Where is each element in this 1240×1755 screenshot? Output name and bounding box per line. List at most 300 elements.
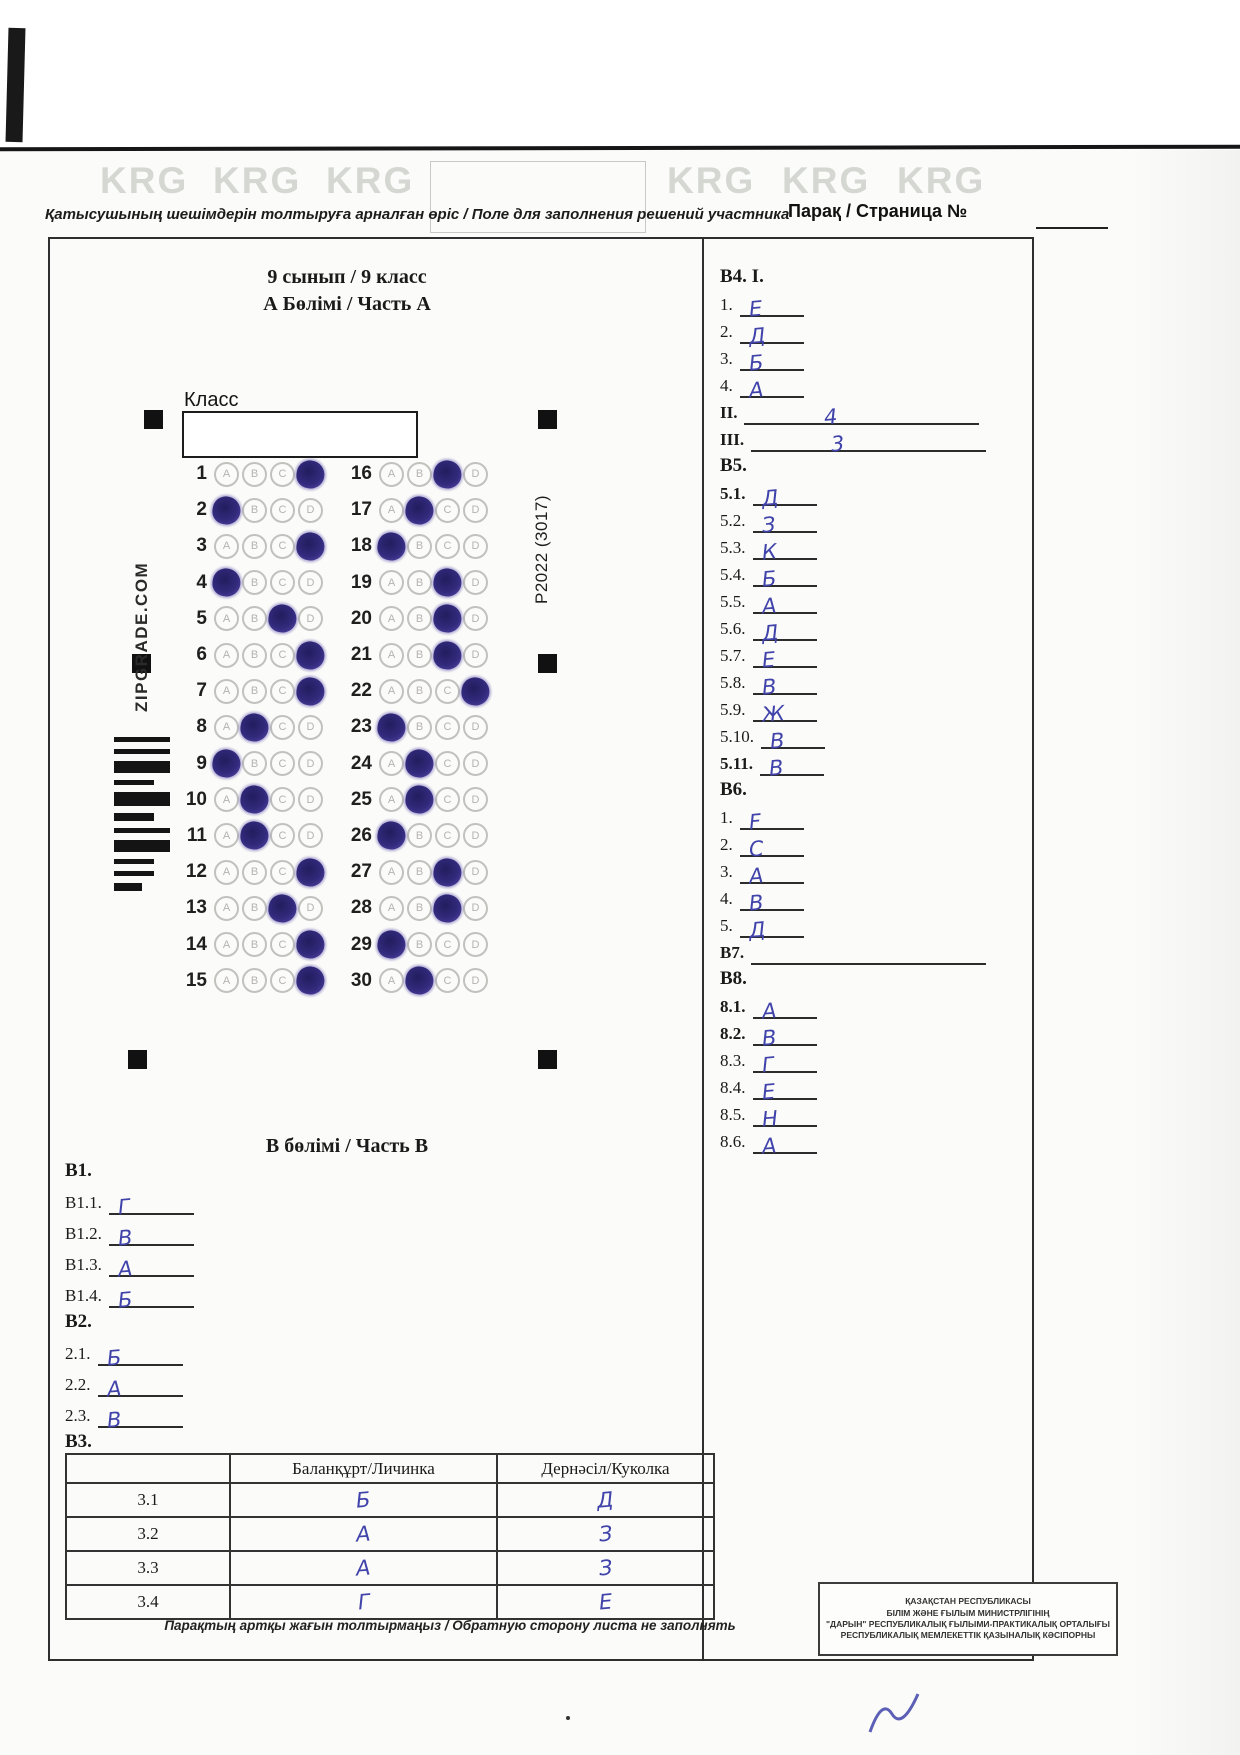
ministry-org-line: РЕСПУБЛИКАЛЫҚ МЕМЛЕКЕТТІК ҚАЗЫНАЛЫҚ КӘСІПОРНЫ [840, 1630, 1096, 1641]
sheet-purpose-note: Қатысушының шешімдерін толтыруға арналған өріс / Поле для заполнения решений участника [45, 206, 790, 223]
bubble-24-A: A [379, 751, 404, 776]
answer-blank [98, 1371, 183, 1402]
section-heading: B4. I. [720, 266, 764, 287]
fiducial-square [538, 410, 557, 429]
bubble-28-B: B [407, 896, 432, 921]
answer-line [720, 479, 1020, 511]
handwritten-answer: Г [356, 1589, 371, 1615]
answer-blank [744, 399, 979, 430]
b3-larva-cell [230, 1551, 497, 1585]
fiducial-square [128, 1050, 147, 1069]
question-row [177, 890, 491, 926]
answer-label: 5.1. [720, 484, 746, 503]
answer-blank [740, 885, 804, 916]
bubble-12-B: B [242, 860, 267, 885]
bubble-8-A: A [214, 715, 239, 740]
answer-line [720, 884, 1020, 916]
handwritten-answer: Ж [760, 701, 786, 727]
b3-row-label: 3.1 [66, 1483, 230, 1517]
bubble-17-D: D [463, 498, 488, 523]
answer-label: 1. [720, 808, 733, 827]
answer-blank [753, 993, 817, 1024]
answer-label: 5.2. [720, 511, 746, 530]
answer-blank [98, 1402, 183, 1433]
bubble-5-C-filled [267, 603, 299, 635]
bubble-25-A: A [379, 787, 404, 812]
bubble-24-C: C [435, 751, 460, 776]
answer-blank [740, 291, 804, 322]
handwritten-answer: А [355, 1555, 372, 1581]
handwritten-answer: Е [760, 1079, 776, 1105]
fiducial-square [538, 654, 557, 673]
bubble-20-B: B [407, 606, 432, 631]
bubble-21-A: A [379, 643, 404, 668]
bubble-23-D: D [463, 715, 488, 740]
answer-blank [740, 372, 804, 403]
answer-line [720, 587, 1020, 619]
answer-line [720, 1019, 1020, 1051]
b3-column-header: Баланқұрт/Личинка [230, 1454, 497, 1483]
section-heading: B5. [720, 455, 747, 476]
answer-line [720, 344, 1020, 376]
handwritten-answer: Г [116, 1194, 131, 1220]
question-row [177, 673, 491, 709]
bubble-26-A-filled [376, 820, 408, 852]
answer-line [65, 1366, 465, 1402]
answer-blank [740, 831, 804, 862]
answer-blank [761, 723, 825, 754]
bubble-14-C: C [270, 932, 295, 957]
bubble-27-A: A [379, 860, 404, 885]
handwritten-answer: В [105, 1407, 122, 1433]
b3-row [66, 1585, 714, 1619]
bubble-22-D-filled [460, 675, 492, 707]
bubble-18-B: B [407, 534, 432, 559]
bubble-2-D: D [298, 498, 323, 523]
handwritten-answer: 4 [823, 404, 839, 430]
answer-label: B1.3. [65, 1255, 102, 1274]
answer-line [65, 1184, 465, 1220]
bubble-9-D: D [298, 751, 323, 776]
question-number: 14 [185, 933, 207, 955]
answer-blank [740, 804, 804, 835]
column-divider [702, 239, 704, 1659]
answer-line [720, 911, 1020, 943]
question-row [177, 601, 491, 637]
question-number: 9 [196, 752, 207, 774]
answer-blank [760, 750, 824, 781]
krg-watermark: KRG [326, 160, 415, 201]
bubble-29-C: C [435, 932, 460, 957]
answer-label: B1.2. [65, 1224, 102, 1243]
handwritten-answer: Б [760, 566, 777, 592]
answer-line [720, 317, 1020, 349]
krg-watermark: KRG [782, 160, 871, 201]
barcode-bar [114, 749, 170, 754]
edge-barcode [114, 737, 174, 898]
answer-blank [753, 507, 817, 538]
bubble-19-D: D [463, 570, 488, 595]
section-heading: B3. [65, 1431, 92, 1452]
answer-blank [740, 912, 804, 943]
handwritten-answer: С [747, 836, 765, 862]
bubble-20-A: A [379, 606, 404, 631]
bubble-11-D: D [298, 823, 323, 848]
answer-label: 5.11. [720, 754, 754, 773]
answer-form-frame [48, 237, 1034, 1661]
krg-watermark: KRG [100, 160, 189, 201]
bubble-9-B: B [242, 751, 267, 776]
handwritten-answer: Б [116, 1287, 134, 1313]
answer-line [65, 1335, 465, 1371]
handwritten-answer: Б [355, 1487, 372, 1513]
answer-blank [109, 1251, 194, 1282]
question-number: 12 [185, 861, 207, 883]
bubble-6-B: B [242, 643, 267, 668]
bubble-17-C: C [435, 498, 460, 523]
do-not-fill-back-note: Парақтың артқы жағын толтырмаңыз / Обратную сторону листа не заполнять [164, 1618, 736, 1633]
answer-blank [109, 1189, 194, 1220]
b3-row-label: 3.4 [66, 1585, 230, 1619]
bubble-4-C: C [270, 570, 295, 595]
fiducial-square [144, 410, 163, 429]
answer-line [720, 1073, 1020, 1105]
answer-label: 8.6. [720, 1132, 746, 1151]
handwritten-answer: Д [760, 485, 779, 511]
answer-label: 3. [720, 862, 733, 881]
barcode-bar [114, 780, 154, 785]
answer-line [720, 1127, 1020, 1159]
question-row [177, 528, 491, 564]
bubble-26-C: C [435, 823, 460, 848]
bubble-9-A-filled [211, 748, 243, 780]
answer-line [65, 1246, 465, 1282]
b3-pupa-cell [497, 1585, 714, 1619]
question-number: 11 [186, 824, 207, 846]
bubble-3-A: A [214, 534, 239, 559]
bubble-13-D: D [298, 896, 323, 921]
handwritten-answer: Е [597, 1589, 614, 1615]
answer-blank [753, 561, 817, 592]
answer-line [720, 722, 1020, 754]
bubble-6-A: A [214, 643, 239, 668]
answer-blank [109, 1220, 194, 1251]
answer-label: 2. [720, 322, 733, 341]
question-row [177, 456, 491, 492]
answer-blank [753, 588, 817, 619]
question-number: 17 [350, 499, 372, 521]
answer-blank [753, 1128, 817, 1159]
b3-pupa-cell [497, 1551, 714, 1585]
question-number: 29 [350, 933, 372, 955]
answer-line [720, 857, 1020, 889]
part-b-heading: В бөлімі / Часть В [265, 1135, 429, 1157]
bubble-1-C: C [270, 462, 295, 487]
handwritten-answer: Е [760, 647, 776, 673]
answer-blank [753, 480, 817, 511]
handwritten-answer: Б [747, 350, 765, 376]
handwritten-answer: Д [596, 1487, 615, 1513]
bubble-29-D: D [463, 932, 488, 957]
answer-label: 8.3. [720, 1051, 746, 1070]
scan-edge-artifact [6, 28, 26, 142]
bubble-29-A-filled [376, 929, 408, 961]
answer-label: 5.9. [720, 700, 746, 719]
b3-pupa-cell [497, 1517, 714, 1551]
handwritten-answer: Е [747, 296, 764, 322]
answer-blank [753, 534, 817, 565]
handwritten-answer: В [760, 674, 777, 700]
answer-blank [753, 642, 817, 673]
answer-line [720, 1046, 1020, 1078]
question-number: 2 [196, 499, 207, 521]
barcode-bar [114, 828, 170, 833]
bubble-22-C: C [435, 679, 460, 704]
answer-label: 5.4. [720, 565, 746, 584]
answer-label: III. [720, 430, 745, 449]
bubble-14-D-filled [295, 929, 327, 961]
bubble-4-B: B [242, 570, 267, 595]
bubble-14-A: A [214, 932, 239, 957]
question-number: 5 [196, 607, 207, 629]
handwritten-answer: А [116, 1256, 134, 1282]
answer-label: 8.5. [720, 1105, 746, 1124]
answer-label: 5.7. [720, 646, 746, 665]
bubble-4-A-filled [211, 567, 243, 599]
answer-blank [753, 615, 817, 646]
bubble-18-C: C [435, 534, 460, 559]
ministry-org-line: "ДАРЫН" РЕСПУБЛИКАЛЫҚ ҒЫЛЫМИ-ПРАКТИКАЛЫҚ ОРТАЛЫҒЫ [826, 1619, 1110, 1629]
handwritten-answer: А [760, 998, 777, 1024]
bubble-20-D: D [463, 606, 488, 631]
bubble-27-C-filled [432, 856, 464, 888]
answer-label: 8.4. [720, 1078, 746, 1097]
question-number: 13 [185, 897, 207, 919]
barcode-bar [114, 737, 170, 742]
question-number: 10 [185, 788, 207, 810]
answer-grid [177, 456, 491, 999]
bubble-10-C: C [270, 787, 295, 812]
question-row [177, 637, 491, 673]
bubble-11-A: A [214, 823, 239, 848]
bubble-23-A-filled [376, 712, 408, 744]
bubble-21-D: D [463, 643, 488, 668]
section-heading: B8. [720, 968, 747, 989]
bubble-1-B: B [242, 462, 267, 487]
b3-table [65, 1453, 715, 1620]
barcode-bar [114, 761, 170, 773]
sheet-title-grade: 9 сынып / 9 класс [267, 266, 427, 288]
question-row [177, 565, 491, 601]
question-number: 16 [350, 463, 372, 485]
bubble-7-D-filled [295, 675, 327, 707]
question-number: 26 [350, 824, 372, 846]
answer-label: 5.5. [720, 592, 746, 611]
bubble-18-A-filled [376, 531, 408, 563]
bubble-16-C-filled [432, 458, 464, 490]
krg-watermark: KRG [667, 160, 756, 201]
answer-blank [740, 858, 804, 889]
handwritten-answer: З [760, 512, 776, 538]
bubble-7-C: C [270, 679, 295, 704]
bubble-4-D: D [298, 570, 323, 595]
question-number: 21 [350, 644, 372, 666]
handwritten-answer: А [355, 1521, 372, 1547]
handwritten-answer: А [760, 1133, 777, 1159]
question-row [177, 926, 491, 962]
sheet-title-part-a: А Бөлімі / Часть А [263, 293, 431, 315]
question-number: 4 [196, 571, 207, 593]
answer-blank [753, 1047, 817, 1078]
answer-label: 2.3. [65, 1406, 91, 1425]
answer-line [720, 371, 1020, 403]
answer-label: 4. [720, 889, 733, 908]
bubble-7-A: A [214, 679, 239, 704]
bubble-26-D: D [463, 823, 488, 848]
bubble-13-B: B [242, 896, 267, 921]
section-heading: B6. [720, 779, 747, 800]
answer-label: B1.4. [65, 1286, 102, 1305]
bubble-10-B-filled [239, 784, 271, 816]
answer-line [720, 533, 1020, 565]
bubble-29-B: B [407, 932, 432, 957]
krg-watermark: KRG [213, 160, 302, 201]
krg-watermark: KRG [897, 160, 986, 201]
bubble-5-B: B [242, 606, 267, 631]
bubble-16-A: A [379, 462, 404, 487]
question-number: 15 [185, 969, 207, 991]
class-input-box [182, 411, 418, 458]
stray-pen-mark [858, 1684, 928, 1742]
part-b-right-column [720, 263, 1020, 1159]
answer-label: 3. [720, 349, 733, 368]
question-number: 1 [196, 463, 207, 485]
bubble-22-A: A [379, 679, 404, 704]
bubble-8-B-filled [239, 712, 271, 744]
bubble-30-C: C [435, 968, 460, 993]
form-code-vertical: P2022 (3017) [532, 494, 551, 604]
answer-line [720, 506, 1020, 538]
answer-line [720, 425, 1020, 457]
barcode-bar [114, 813, 154, 821]
answer-blank [98, 1340, 183, 1371]
bubble-11-C: C [270, 823, 295, 848]
handwritten-answer: В [116, 1225, 134, 1251]
answer-line [720, 938, 1020, 965]
part-b-left-column [65, 1157, 465, 1455]
handwritten-answer: З [597, 1521, 614, 1547]
bubble-28-D: D [463, 896, 488, 921]
bubble-15-A: A [214, 968, 239, 993]
question-number: 27 [350, 861, 372, 883]
bubble-8-C: C [270, 715, 295, 740]
page-number-label: Парақ / Страница № [788, 201, 968, 221]
handwritten-answer: В [768, 728, 786, 754]
bubble-26-B: B [407, 823, 432, 848]
barcode-bar [114, 792, 170, 806]
bubble-12-D-filled [295, 856, 327, 888]
handwritten-answer: Г [760, 1052, 775, 1078]
bubble-3-D-filled [295, 531, 327, 563]
b3-row [66, 1517, 714, 1551]
question-row [177, 818, 491, 854]
bubble-15-C: C [270, 968, 295, 993]
handwritten-answer: К [760, 539, 778, 565]
answer-line [720, 803, 1020, 835]
bubble-12-A: A [214, 860, 239, 885]
handwritten-answer: Н [760, 1106, 779, 1132]
handwritten-answer: А [760, 593, 777, 619]
ministry-org-box [818, 1582, 1118, 1656]
bubble-23-B: B [407, 715, 432, 740]
handwritten-answer: В [768, 755, 785, 781]
answer-blank [753, 1074, 817, 1105]
bubble-15-B: B [242, 968, 267, 993]
answer-blank [753, 669, 817, 700]
bubble-25-C: C [435, 787, 460, 812]
handwritten-answer: F [747, 809, 762, 835]
question-row [177, 782, 491, 818]
b3-pupa-cell [497, 1483, 714, 1517]
b3-column-header [66, 1454, 230, 1483]
bubble-6-D-filled [295, 639, 327, 671]
answer-label: 8.2. [720, 1024, 746, 1043]
barcode-bar [114, 883, 142, 891]
b3-header-row [66, 1454, 714, 1483]
b3-larva-cell [230, 1585, 497, 1619]
handwritten-answer: Д [747, 917, 767, 943]
bubble-10-D: D [298, 787, 323, 812]
bubble-18-D: D [463, 534, 488, 559]
bubble-3-C: C [270, 534, 295, 559]
bubble-21-B: B [407, 643, 432, 668]
answer-line [720, 668, 1020, 700]
bubble-21-C-filled [432, 639, 464, 671]
question-row [177, 709, 491, 745]
bubble-2-C: C [270, 498, 295, 523]
b3-larva-cell [230, 1517, 497, 1551]
bubble-27-B: B [407, 860, 432, 885]
handwritten-answer: 3 [830, 431, 846, 457]
ministry-org-line: ҚАЗАҚСТАН РЕСПУБЛИКАСЫ [905, 1596, 1031, 1607]
bubble-30-A: A [379, 968, 404, 993]
question-number: 19 [350, 571, 372, 593]
b3-row-label: 3.3 [66, 1551, 230, 1585]
bubble-5-D: D [298, 606, 323, 631]
handwritten-answer: Д [747, 323, 767, 349]
zipgrade-brand-vertical: ZIPGRADE.COM [132, 561, 151, 712]
answer-line [720, 560, 1020, 592]
question-number: 18 [350, 535, 372, 557]
answer-line [720, 830, 1020, 862]
answer-label: 1. [720, 295, 733, 314]
answer-line [720, 398, 1020, 430]
answer-label: 2.2. [65, 1375, 91, 1394]
b3-larva-cell [230, 1483, 497, 1517]
answer-blank [740, 345, 804, 376]
section-heading: B1. [65, 1160, 92, 1181]
bubble-9-C: C [270, 751, 295, 776]
bubble-13-C-filled [267, 893, 299, 925]
answer-line [65, 1215, 465, 1251]
handwritten-answer: А [747, 377, 765, 403]
bubble-8-D: D [298, 715, 323, 740]
answer-line [720, 1100, 1020, 1132]
bubble-30-B-filled [404, 965, 436, 997]
bubble-19-B: B [407, 570, 432, 595]
answer-label: 5.6. [720, 619, 746, 638]
ministry-org-line: БІЛІМ ЖӘНЕ ҒЫЛЫМ МИНИСТРЛІГІНІҢ [886, 1607, 1050, 1618]
